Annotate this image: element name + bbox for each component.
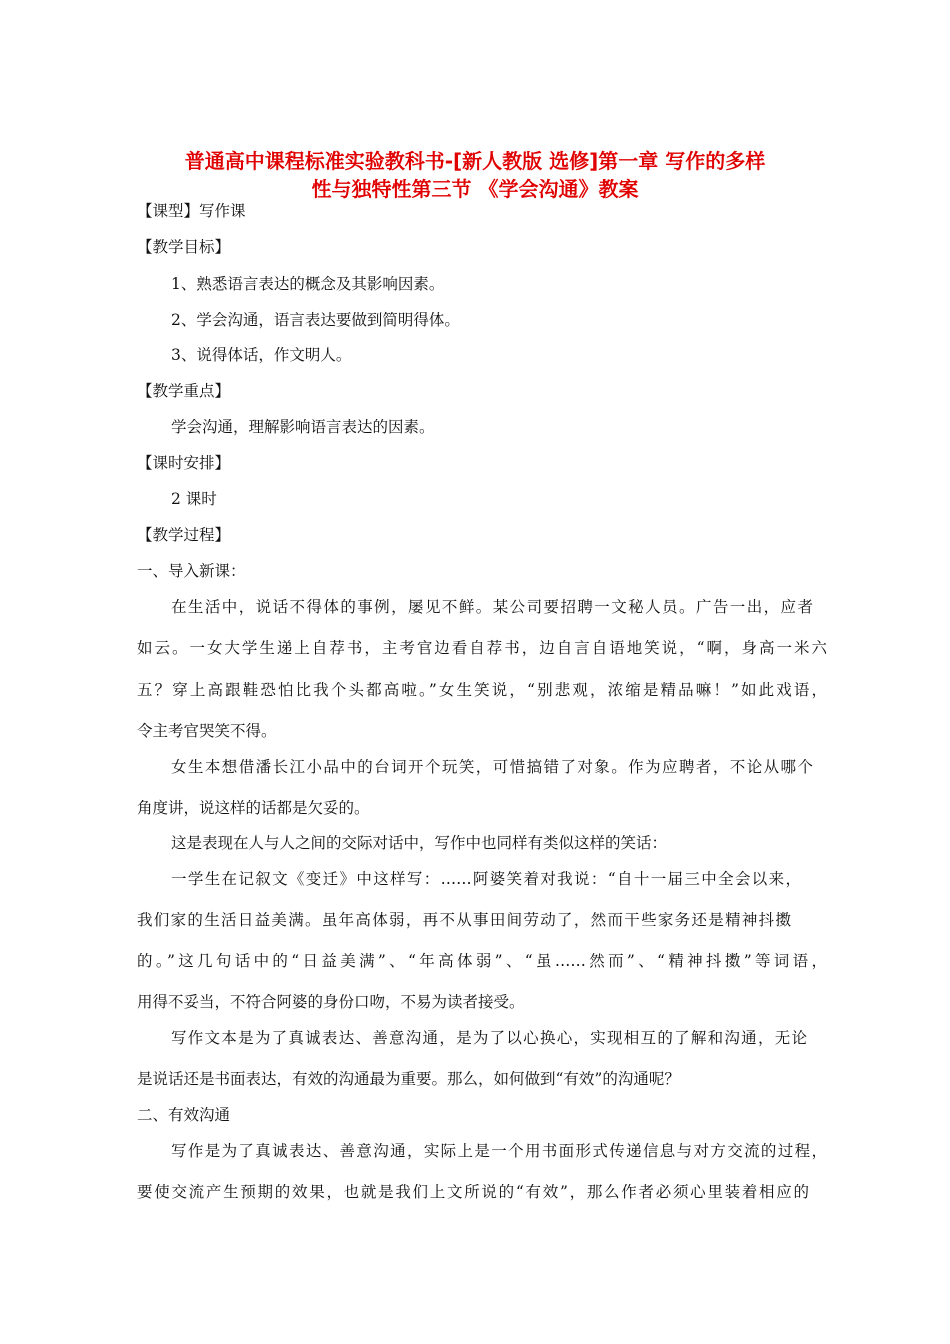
section-heading-2: 二、有效沟通 [137,1106,231,1124]
section-heading-1: 一、导入新课： [137,562,246,580]
document-title-line-2: 性与独特性第三节 《学会沟通》教案 [311,177,639,201]
paragraph-line: 女生本想借潘长江小品中的台词开个玩笑，可惜搞错了对象。作为应聘者，不论从哪个 [171,758,813,776]
paragraph-line: 是说话还是书面表达，有效的沟通最为重要。那么，如何做到“有效”的沟通呢？ [137,1070,680,1088]
paragraph-line: 要使交流产生预期的效果，也就是我们上文所说的“有效”，那么作者必须心里装着相应的 [137,1183,809,1201]
schedule-text: 2 课时 [171,490,217,508]
paragraph-line: 的。”这几句话中的“日益美满”、“年高体弱”、“虽……然而”、“精神抖擞”等词语， [137,952,827,970]
goal-item-2: 2、学会沟通，语言表达要做到简明得体。 [171,311,460,329]
paragraph-line: 令主考官哭笑不得。 [137,722,277,740]
teaching-goals-heading: 【教学目标】 [137,238,231,256]
paragraph-line: 在生活中，说话不得体的事例，屡见不鲜。某公司要招聘一文秘人员。广告一出，应者 [171,598,813,616]
paragraph-line: 如云。一女大学生递上自荐书，主考官边看自荐书，边自言自语地笑说，“啊，身高一米六 [137,639,827,657]
goal-item-3: 3、说得体话，作文明人。 [171,346,352,364]
schedule-heading: 【课时安排】 [137,454,231,472]
paragraph-line: 这是表现在人与人之间的交际对话中，写作中也同样有类似这样的笑话： [171,834,668,852]
paragraph-line: 五？穿上高跟鞋恐怕比我个头都高啦。”女生笑说，“别悲观，浓缩是精品嘛！”如此戏语， [137,681,827,699]
document-title-line-1: 普通高中课程标准实验教科书-[新人教版 选修]第一章 写作的多样 [184,149,766,173]
paragraph-line: 用得不妥当，不符合阿婆的身份口吻，不易为读者接受。 [137,993,525,1011]
paragraph-line: 一学生在记叙文《变迁》中这样写：……阿婆笑着对我说：“自十一届三中全会以来， [171,870,801,888]
paragraph-line: 我们家的生活日益美满。虽年高体弱，再不从事田间劳动了，然而干些家务还是精神抖擞 [137,911,791,929]
teaching-focus-heading: 【教学重点】 [137,382,231,400]
paragraph-line: 写作文本是为了真诚表达、善意沟通，是为了以心换心，实现相互的了解和沟通，无论 [171,1029,807,1047]
goal-item-1: 1、熟悉语言表达的概念及其影响因素。 [171,275,445,293]
lesson-type-heading: 【课型】写作课 [137,202,246,220]
teaching-focus-text: 学会沟通，理解影响语言表达的因素。 [171,418,435,436]
paragraph-line: 写作是为了真诚表达、善意沟通，实际上是一个用书面形式传递信息与对方交流的过程， [171,1142,827,1160]
teaching-process-heading: 【教学过程】 [137,526,231,544]
paragraph-line: 角度讲，说这样的话都是欠妥的。 [137,799,370,817]
